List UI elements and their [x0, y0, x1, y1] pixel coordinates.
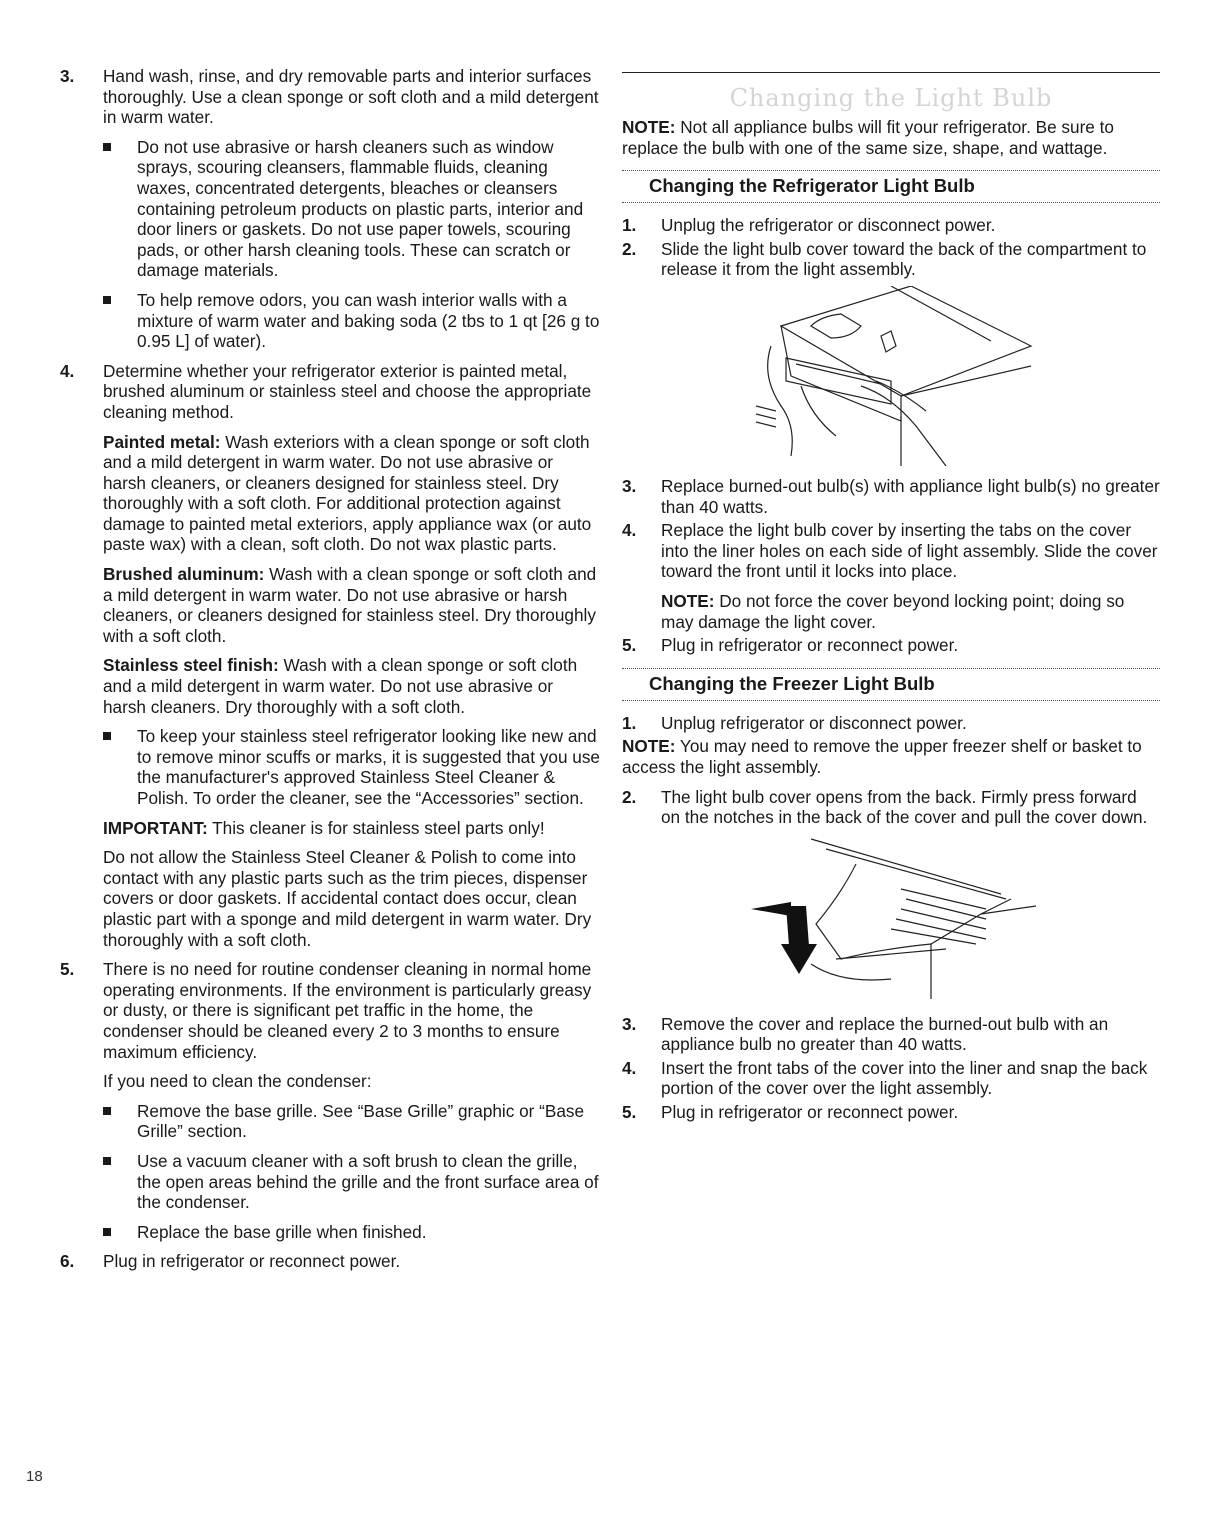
step-number: 2. — [622, 238, 637, 259]
section-top-rule — [622, 72, 1160, 73]
fridge-step-1 — [622, 215, 1160, 236]
dotted-rule — [622, 202, 1160, 203]
step-text: Plug in refrigerator or reconnect power. — [103, 1251, 401, 1272]
step-text: The light bulb cover opens from the back. Firmly press forward on the notches in the back of the cover and pull the cover down. — [661, 786, 1148, 828]
fridge-step-2 — [622, 239, 1160, 280]
dotted-rule — [622, 668, 1160, 669]
step-number: 3. — [60, 66, 75, 86]
bullet-item: Do not use abrasive or harsh cleaners such as window sprays, scouring cleansers, flammable fluids, cleaning waxes, concentrated detergents, bleaches or cleansers containing petroleum products on plastic parts, interior and door liners or gaskets. Do not use paper towels, scouring pads, or other harsh cleaning tools. These can scratch or damage materials. — [103, 137, 600, 281]
bullet-item: Remove the base grille. See “Base Grille” graphic or “Base Grille” section. — [103, 1101, 600, 1142]
fridge-step-3 — [622, 476, 1160, 517]
contact-warning-paragraph: Do not allow the Stainless Steel Cleaner & Polish to come into contact with any plastic parts such as the trim pieces, dispenser covers or door gaskets. If accidental contact does occur, clean plastic part with a sponge and mild detergent in warm water. Dry thoroughly with a soft cloth. — [103, 847, 592, 950]
step-text: Plug in refrigerator or reconnect power. — [661, 635, 959, 656]
left-column — [60, 66, 600, 1281]
important-paragraph — [103, 818, 600, 839]
step-text: Unplug the refrigerator or disconnect power. — [661, 215, 996, 236]
note-text: Do not force the cover beyond locking point; doing so may damage the light cover. — [661, 590, 1125, 632]
step-text: Unplug refrigerator or disconnect power. — [661, 712, 967, 733]
brushed-aluminum-text: Wash with a clean sponge or soft cloth and a mild detergent in warm water. Do not use abrasive or harsh cleaners, or cleaners designed for stainless steel. Dry thoroughly with a soft cloth. — [103, 564, 597, 646]
step-text: Plug in refrigerator or reconnect power. — [661, 1102, 959, 1123]
step-5-condenser — [60, 959, 600, 1242]
step-6-plug-in — [60, 1251, 600, 1272]
fridge-light-heading-block — [622, 170, 1160, 203]
step-text: Determine whether your refrigerator exterior is painted metal, brushed aluminum or stainless steel and choose the appropriate cleaning method. — [103, 360, 592, 422]
fridge-step-5 — [622, 635, 1160, 656]
step-number: 2. — [622, 786, 637, 807]
step-number: 1. — [622, 712, 637, 733]
step-text: There is no need for routine condenser cleaning in normal home operating environments. If the environment is particularly greasy or dusty, or there is significant pet traffic in the home, the condenser should be cleaned every 2 to 3 months to ensure maximum efficiency. — [103, 959, 592, 1062]
page-number: 18 — [26, 1468, 43, 1485]
brushed-aluminum-label: Brushed aluminum: — [103, 564, 265, 585]
step-number: 6. — [60, 1251, 75, 1272]
fridge-light-heading: Changing the Refrigerator Light Bulb — [649, 175, 975, 197]
step-number: 4. — [622, 520, 637, 541]
freezer-step-3 — [622, 1014, 1160, 1055]
freezer-step-5 — [622, 1102, 1160, 1123]
bullet-item: To help remove odors, you can wash interior walls with a mixture of warm water and baking soda (2 tbs to 1 qt [26 g to 0.95 L] of water). — [103, 290, 600, 352]
step-text: Hand wash, rinse, and dry removable parts and interior surfaces thoroughly. Use a clean sponge or soft cloth and a mild detergent in warm water. — [103, 66, 599, 128]
step-text: Remove the cover and replace the burned-out bulb with an appliance bulb no greater than 40 watts. — [661, 1013, 1109, 1055]
stainless-steel-text: Wash with a clean sponge or soft cloth and a mild detergent in warm water. Do not use abrasive or harsh cleaners. Dry thoroughly with a soft cloth. — [103, 655, 578, 717]
dotted-rule — [622, 170, 1160, 171]
bullet-item: Replace the base grille when finished. — [103, 1222, 600, 1243]
step-text: Replace burned-out bulb(s) with appliance light bulb(s) no greater than 40 watts. — [661, 475, 1160, 517]
step-number: 5. — [622, 1102, 637, 1123]
freezer-step-1 — [622, 713, 1160, 734]
step-number: 5. — [622, 635, 637, 656]
note-text: You may need to remove the upper freezer shelf or basket to access the light assembly. — [622, 736, 1142, 777]
freezer-step-4 — [622, 1058, 1160, 1099]
stainless-steel-label: Stainless steel finish: — [103, 655, 279, 676]
step-text: Slide the light bulb cover toward the back of the compartment to release it from the light assembly. — [661, 238, 1147, 280]
painted-metal-text: Wash exteriors with a clean sponge or soft cloth and a mild detergent in warm water. Do not use abrasive or harsh cleaners, or cleaners designed for stainless steel. Dry thoroughly with a soft cloth. For additional protection against damage to painted metal exteriors, apply appliance wax (or auto paste wax) with a clean, soft cloth. Do not wax plastic parts. — [103, 431, 592, 555]
important-label: IMPORTANT: — [103, 817, 208, 838]
step-number: 5. — [60, 959, 75, 980]
condenser-intro: If you need to clean the condenser: — [103, 1071, 372, 1092]
freezer-light-heading: Changing the Freezer Light Bulb — [649, 672, 935, 694]
step-text: Replace the light bulb cover by inserting the tabs on the cover into the liner holes on each side of light assembly. Slide the cover toward the front until it locks into place. — [661, 520, 1158, 582]
section-title: Changing the Light Bulb — [729, 84, 1053, 112]
note-label: NOTE: — [661, 590, 715, 611]
right-column — [622, 66, 1160, 1126]
step-4-exterior — [60, 361, 600, 950]
fridge-step-4 — [622, 520, 1160, 632]
freezer-note — [622, 736, 1160, 777]
dotted-rule — [622, 700, 1160, 701]
freezer-light-cover-illustration — [731, 834, 1051, 1004]
step-3-hand-wash — [60, 66, 600, 352]
step-number: 1. — [622, 215, 637, 236]
note-text: Not all appliance bulbs will fit your refrigerator. Be sure to replace the bulb with one of the same size, shape, and wattage. — [622, 117, 1114, 158]
step-number: 3. — [622, 475, 637, 496]
fridge-light-cover-illustration — [741, 286, 1041, 466]
painted-metal-label: Painted metal: — [103, 431, 221, 452]
freezer-light-heading-block — [622, 668, 1160, 701]
step-number: 4. — [60, 360, 75, 381]
painted-metal-paragraph — [103, 432, 600, 556]
stainless-steel-paragraph — [103, 655, 600, 717]
step-text: Insert the front tabs of the cover into the liner and snap the back portion of the cover over the light assembly. — [661, 1057, 1148, 1099]
step-4-note — [661, 591, 1160, 632]
freezer-step-2 — [622, 787, 1160, 828]
brushed-aluminum-paragraph — [103, 564, 600, 646]
step-number: 4. — [622, 1057, 637, 1078]
note-label: NOTE: — [622, 117, 676, 137]
important-text: This cleaner is for stainless steel parts only! — [207, 817, 545, 838]
note-label: NOTE: — [622, 736, 676, 757]
step-number: 3. — [622, 1013, 637, 1034]
bulb-note — [622, 117, 1160, 158]
bullet-item: To keep your stainless steel refrigerator looking like new and to remove minor scuffs or marks, it is suggested that you use the manufacturer's approved Stainless Steel Cleaner & Polish. To order the cleaner, see the “Accessories” section. — [103, 726, 600, 808]
bullet-item: Use a vacuum cleaner with a soft brush to clean the grille, the open areas behind the grille and the front surface area of the condenser. — [103, 1151, 600, 1213]
